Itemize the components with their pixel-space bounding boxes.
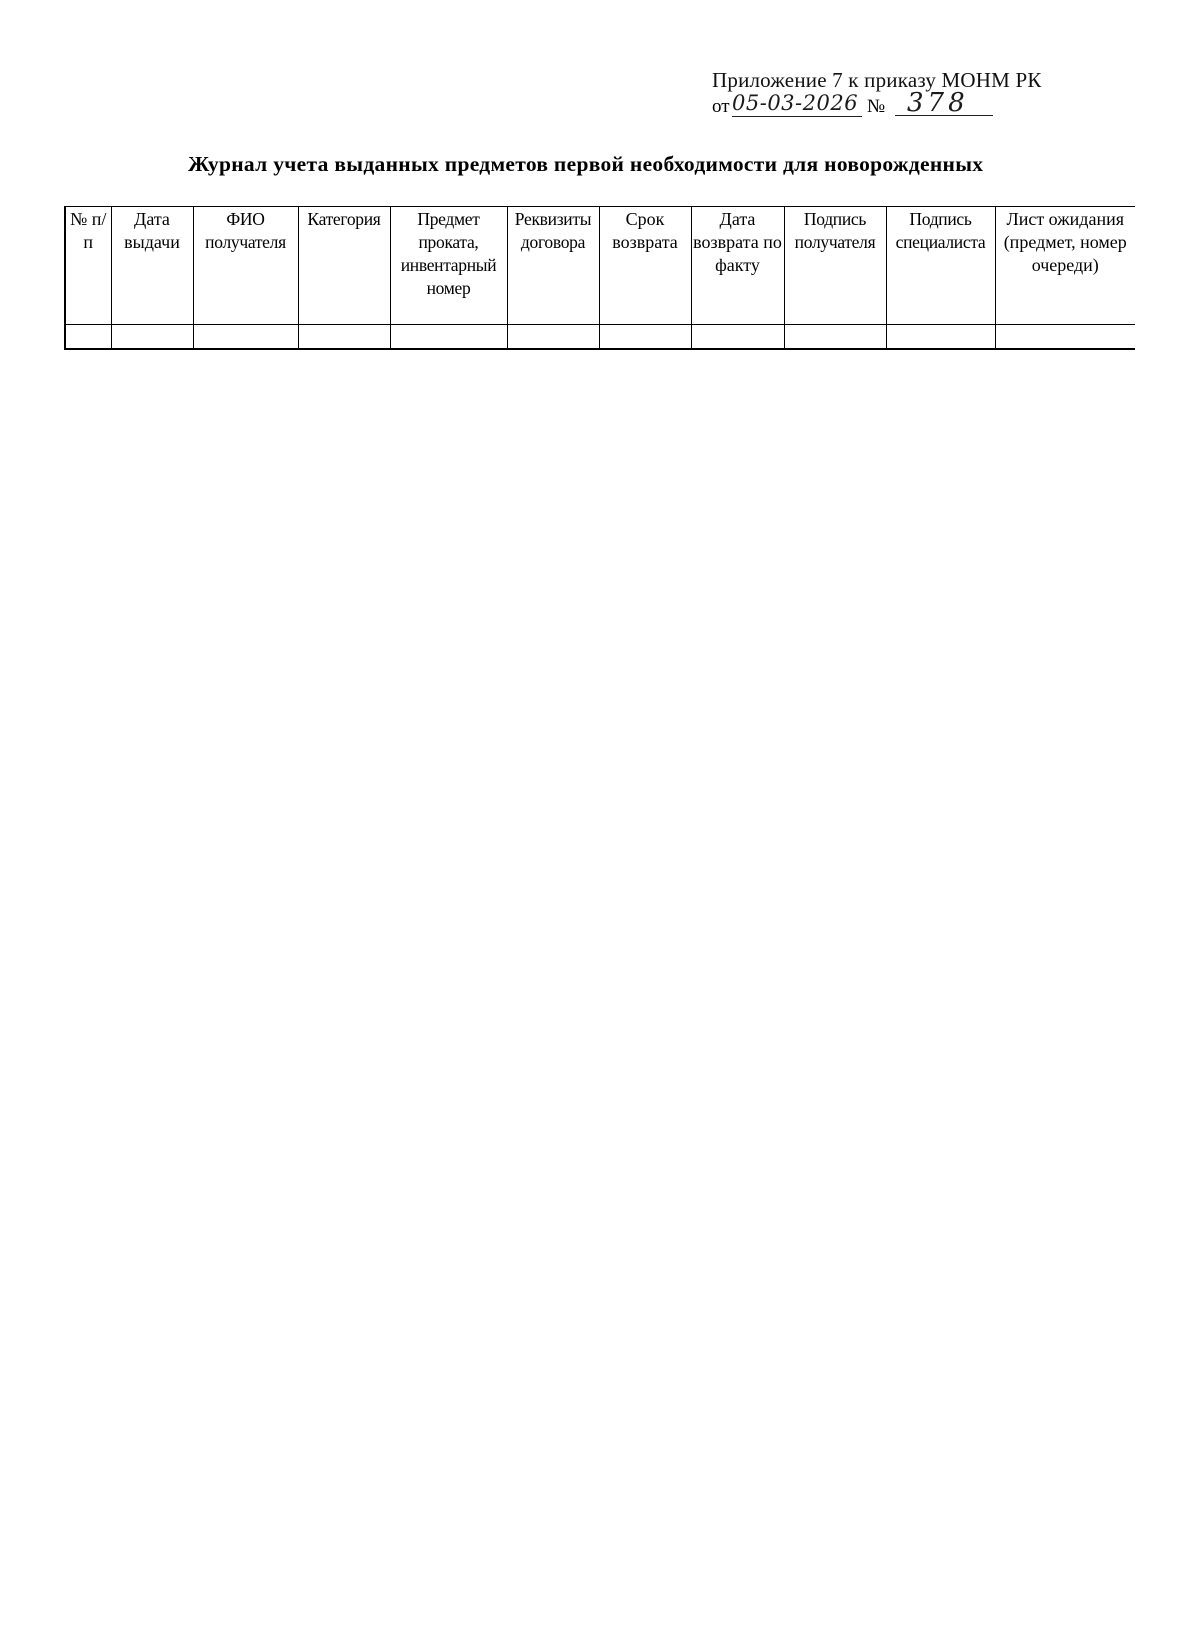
column-header: Дата выдачи <box>111 207 193 325</box>
table-cell <box>599 325 691 350</box>
column-header: ФИО получателя <box>193 207 298 325</box>
table-header-row <box>65 207 1135 325</box>
journal-table <box>64 206 1135 350</box>
table-cell <box>298 325 390 350</box>
order-date-handwritten: 05-03-2026 <box>732 92 862 117</box>
table-cell <box>111 325 193 350</box>
table-cell <box>886 325 995 350</box>
column-header: Реквизиты договора <box>507 207 599 325</box>
table-cell <box>390 325 507 350</box>
order-date-label: от <box>712 96 730 117</box>
table-cell <box>65 325 111 350</box>
order-number-label: № <box>867 96 886 117</box>
column-header: Подпись получателя <box>784 207 886 325</box>
column-header: Срок возврата <box>599 207 691 325</box>
table-cell <box>507 325 599 350</box>
column-header: Дата возврата по факту <box>691 207 784 325</box>
column-header: Категория <box>298 207 390 325</box>
table-cell <box>691 325 784 350</box>
column-header: № п/п <box>65 207 111 325</box>
appendix-header <box>712 68 1092 122</box>
column-header: Подпись специалиста <box>886 207 995 325</box>
table-cell <box>784 325 886 350</box>
column-header: Лист ожидания (предмет, номер очереди) <box>995 207 1135 325</box>
table-row <box>65 325 1135 350</box>
order-details-line <box>712 88 1092 122</box>
table-cell <box>193 325 298 350</box>
appendix-reference: Приложение 7 к приказу МОНМ РК <box>712 68 1042 92</box>
order-number-handwritten: 378 <box>895 90 993 116</box>
document-title: Журнал учета выданных предметов первой необходимости для новорожденных <box>188 152 984 176</box>
table-cell <box>995 325 1135 350</box>
column-header: Предмет проката, инвентарный номер <box>390 207 507 325</box>
